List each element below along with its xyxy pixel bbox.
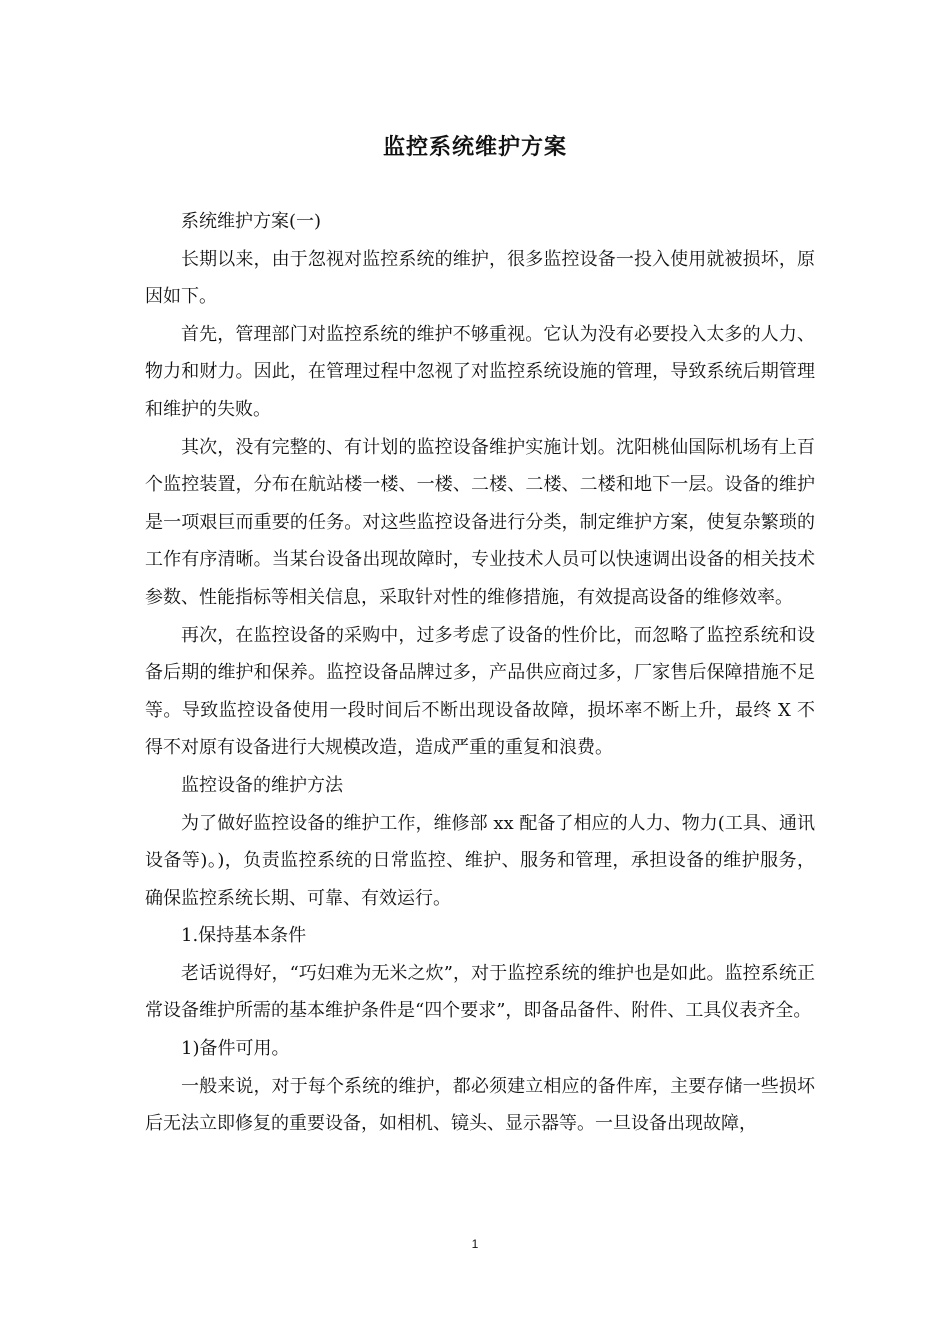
paragraph-second-reason: 其次，没有完整的、有计划的监控设备维护实施计划。沈阳桃仙国际机场有上百个监控装置，分布在航站楼一楼、一楼、二楼、二楼、二楼和地下一层。设备的维护是一项艰巨而重要的任务。对这些监控设备进行分类，制定维护方案，使复杂繁琐的工作有序清晰。当某台设备出现故障时，专业技术人员可以快速调出设备的相关技术参数、性能指标等相关信息，采取针对性的维修措施，有效提高设备的维修效率。 — [145, 436, 815, 608]
paragraph-section-heading: 系统维护方案(一) — [181, 211, 322, 232]
page-number: 1 — [471, 1237, 479, 1251]
paragraph-basic-conditions: 老话说得好，“巧妇难为无米之炊”，对于监控系统的维护也是如此。监控系统正常设备维护所需的基本维护条件是“四个要求”，即备品备件、附件、工具仪表齐全。 — [145, 962, 815, 1022]
paragraph-methods-heading: 监控设备的维护方法 — [181, 774, 343, 796]
paragraph-spare-parts-heading: 1)备件可用。 — [181, 1038, 290, 1060]
paragraph-spare-parts: 一般来说，对于每个系统的维护，都必须建立相应的备件库，主要存储一些损坏后无法立即修复的重要设备，如相机、镜头、显示器等。一旦设备出现故障， — [145, 1075, 815, 1135]
paragraph-intro: 长期以来，由于忽视对监控系统的维护，很多监控设备一投入使用就被损坏，原因如下。 — [145, 248, 815, 308]
document-title: 监控系统维护方案 — [382, 134, 567, 160]
paragraph-methods-intro: 为了做好监控设备的维护工作，维修部 xx 配备了相应的人力、物力(工具、通讯设备等)。)，负责监控系统的日常监控、维护、服务和管理，承担设备的维护服务，确保监控系统长期、可靠、有效运行。 — [145, 812, 815, 909]
paragraph-basic-conditions-heading: 1.保持基本条件 — [181, 925, 307, 947]
paragraph-first-reason: 首先，管理部门对监控系统的维护不够重视。它认为没有必要投入太多的人力、物力和财力。因此，在管理过程中忽视了对监控系统设施的管理，导致系统后期管理和维护的失败。 — [145, 323, 815, 420]
paragraph-third-reason: 再次，在监控设备的采购中，过多考虑了设备的性价比，而忽略了监控系统和设备后期的维护和保养。监控设备品牌过多，产品供应商过多，厂家售后保障措施不足等。导致监控设备使用一段时间后不断出现设备故障，损坏率不断上升，最终 X 不得不对原有设备进行大规模改造，造成严重的重复和浪费。 — [145, 624, 815, 759]
document-body — [145, 203, 815, 1143]
